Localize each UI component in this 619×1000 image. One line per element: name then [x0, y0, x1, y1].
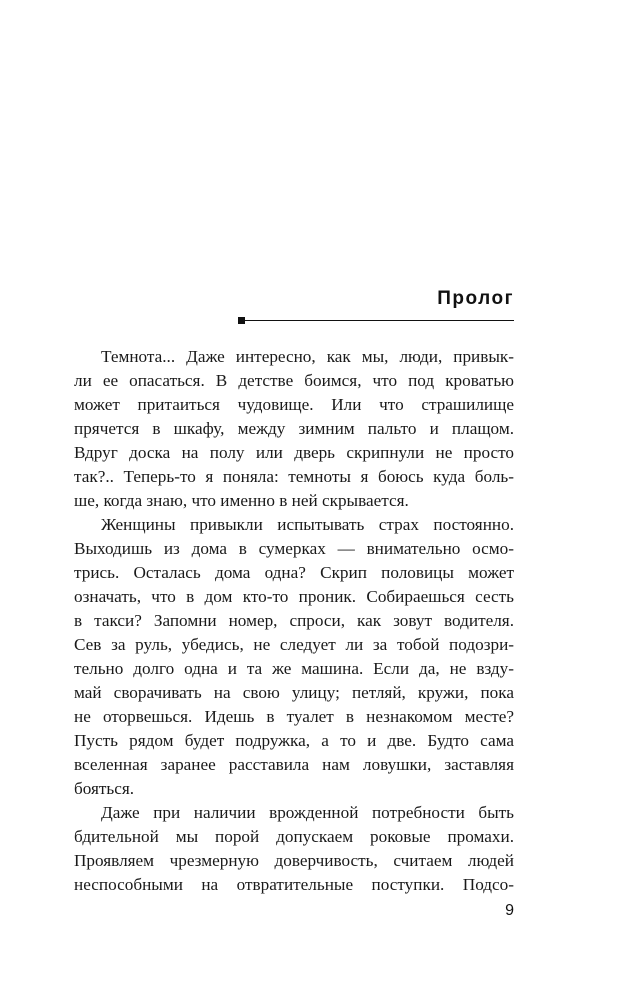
- text-line: Сев за руль, убедись, не следует ли за тобой подозри-: [74, 635, 514, 654]
- text-line: Даже при наличии врожденной потребности быть: [101, 803, 514, 822]
- text-line: Женщины привыкли испытывать страх постоянно.: [101, 515, 514, 534]
- text-line: неспособными на отвратительные поступки. Подсо-: [74, 875, 514, 894]
- text-line: ли ее опасаться. В детстве боимся, что под кроватью: [74, 371, 514, 390]
- text-line: так?.. Теперь-то я поняла: темноты я боюсь куда боль-: [74, 467, 514, 486]
- text-line: Темнота... Даже интересно, как мы, люди, привык-: [101, 347, 514, 366]
- text-line: бояться.: [74, 779, 135, 798]
- text-line: ше, когда знаю, что именно в ней скрывается.: [74, 491, 409, 510]
- text-line: Пусть рядом будет подружка, а то и две. Будто сама: [74, 731, 514, 750]
- text-line: трись. Осталась дома одна? Скрип половицы может: [74, 563, 514, 582]
- rule-marker: [238, 317, 245, 324]
- chapter-title: Пролог: [437, 288, 514, 309]
- text-line: в такси? Запомни номер, спроси, как зовут водителя.: [74, 611, 514, 630]
- text-line: май сворачивать на свою улицу; петляй, кружи, пока: [74, 683, 514, 702]
- text-line: прячется в шкафу, между зимним пальто и плащом.: [74, 419, 514, 438]
- paragraph: [74, 513, 514, 801]
- text-line: вселенная заранее расставила нам ловушки, заставляя: [74, 755, 514, 774]
- text-line: не оторвешься. Идешь в туалет в незнакомом месте?: [74, 707, 514, 726]
- text-line: Вдруг доска на полу или дверь скрипнули не просто: [74, 443, 514, 462]
- text-line: Проявляем чрезмерную доверчивость, считаем людей: [74, 851, 514, 870]
- text-line: тельно долго одна и та же машина. Если да, не взду-: [74, 659, 514, 678]
- paragraph: [74, 345, 514, 513]
- body-text: [74, 345, 514, 897]
- text-line: означать, что в дом кто-то проник. Собираешься сесть: [74, 587, 514, 606]
- text-line: Выходишь из дома в сумерках — внимательно осмо-: [74, 539, 514, 558]
- text-line: бдительной мы порой допускаем роковые промахи.: [74, 827, 514, 846]
- title-rule: [245, 320, 514, 321]
- page-number: 9: [505, 902, 514, 919]
- paragraph: [74, 801, 514, 897]
- text-line: может притаиться чудовище. Или что страшилище: [74, 395, 514, 414]
